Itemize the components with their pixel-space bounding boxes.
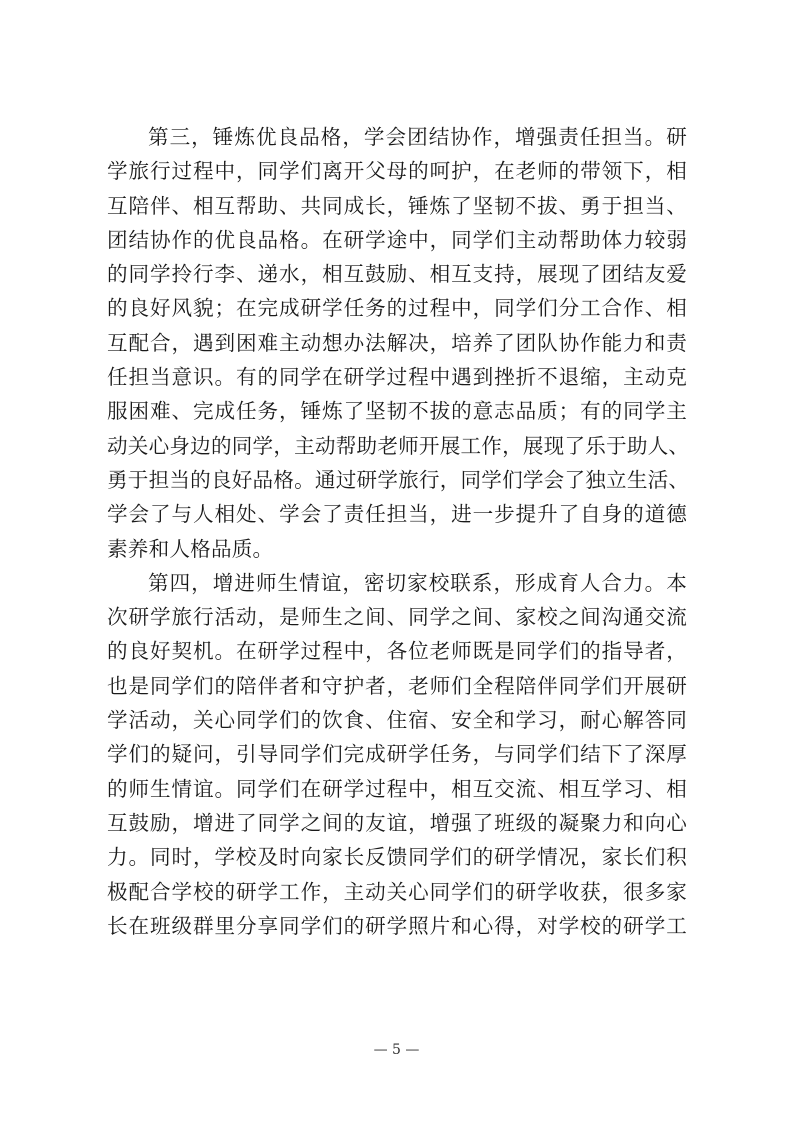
paragraph-2-line-3: 的良好契机。在研学过程中，各位老师既是同学们的指导者， — [107, 639, 687, 664]
paragraph-2-line-9: 力。同时，学校及时向家长反馈同学们的研学情况，家长们积 — [107, 845, 687, 870]
paragraph-1-line-9: 服困难、完成任务，锤炼了坚韧不拔的意志品质；有的同学主 — [107, 399, 687, 424]
paragraph-1-line-11: 勇于担当的良好品格。通过研学旅行，同学们学会了独立生活、 — [107, 467, 690, 492]
paragraph-1-line-1: 第三，锤炼优良品格，学会团结协作，增强责任担当。研 — [148, 125, 687, 149]
paragraph-1-line-8: 任担当意识。有的同学在研学过程中遇到挫折不退缩，主动克 — [107, 365, 687, 390]
paragraph-1-line-6: 的良好风貌；在完成研学任务的过程中，同学们分工合作、相 — [107, 296, 687, 321]
paragraph-1-line-12: 学会了与人相处、学会了责任担当，进一步提升了自身的道德 — [107, 502, 687, 527]
paragraph-2-line-11: 长在班级群里分享同学们的研学照片和心得，对学校的研学工 — [107, 913, 687, 938]
paragraph-1-line-4: 团结协作的优良品格。在研学途中，同学们主动帮助体力较弱 — [107, 227, 687, 252]
paragraph-2-line-1: 第四，增进师生情谊，密切家校联系，形成育人合力。本 — [148, 570, 687, 595]
paragraph-1-line-2: 学旅行过程中，同学们离开父母的呵护，在老师的带领下，相 — [107, 159, 687, 184]
paragraph-2-line-2: 次研学旅行活动，是师生之间、同学之间、家校之间沟通交流 — [107, 605, 687, 630]
paragraph-1-line-7: 互配合，遇到困难主动想办法解决，培养了团队协作能力和责 — [107, 330, 687, 355]
paragraph-2-line-10: 极配合学校的研学工作，主动关心同学们的研学收获，很多家 — [107, 879, 687, 904]
paragraph-1-line-13: 素养和人格品质。 — [107, 536, 274, 561]
page-number: — 5 — — [373, 1042, 420, 1058]
paragraph-2-line-7: 的师生情谊。同学们在研学过程中，相互交流、相互学习、相 — [107, 776, 687, 801]
paragraph-2-line-5: 学活动，关心同学们的饮食、住宿、安全和学习，耐心解答同 — [107, 708, 687, 733]
body-text — [107, 120, 690, 943]
paragraph-2-line-8: 互鼓励，增进了同学之间的友谊，增强了班级的凝聚力和向心 — [107, 810, 687, 835]
paragraph-1-line-5: 的同学拎行李、递水，相互鼓励、相互支持，展现了团结友爱 — [107, 262, 687, 287]
paragraph-1-line-3: 互陪伴、相互帮助、共同成长，锤炼了坚韧不拔、勇于担当、 — [107, 193, 687, 218]
paragraph-2-line-4: 也是同学们的陪伴者和守护者，老师们全程陪伴同学们开展研 — [107, 673, 687, 698]
paragraph-2-line-6: 学们的疑问，引导同学们完成研学任务，与同学们结下了深厚 — [107, 742, 687, 767]
paragraph-1-line-10: 动关心身边的同学，主动帮助老师开展工作，展现了乐于助人、 — [107, 433, 690, 458]
